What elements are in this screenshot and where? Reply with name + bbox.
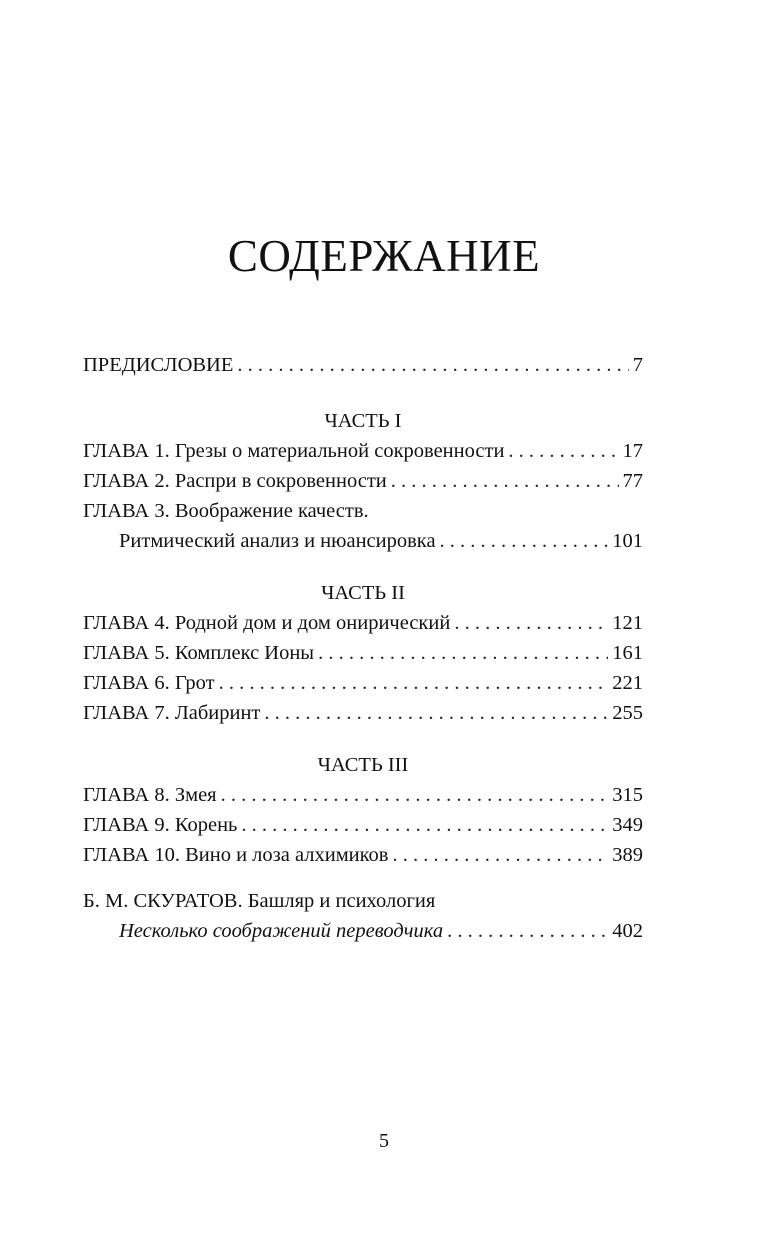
part-heading-3: ЧАСТЬ III <box>317 754 409 776</box>
toc-entry-label: ГЛАВА 2. Распри в сокровенности <box>83 470 387 492</box>
toc-entry-page: 389 <box>612 844 643 866</box>
toc-entry-page: 161 <box>612 642 643 664</box>
toc-entry-chapter-8[interactable] <box>83 780 643 810</box>
toc-entry-label: ГЛАВА 8. Змея <box>83 784 217 806</box>
dot-leader <box>391 466 619 496</box>
toc-entry-label: ГЛАВА 5. Комплекс Ионы <box>83 642 315 664</box>
toc-entry-preface[interactable] <box>83 350 643 380</box>
dot-leader <box>237 350 628 380</box>
toc-entry-label: ГЛАВА 7. Лабиринт <box>83 702 261 724</box>
toc-entry-chapter-10[interactable] <box>83 840 643 870</box>
dot-leader <box>440 526 609 556</box>
page-number: 5 <box>379 1130 389 1152</box>
toc-entry-page: 101 <box>612 530 643 552</box>
toc-entry-chapter-5[interactable] <box>83 638 643 668</box>
dot-leader <box>219 668 609 698</box>
toc-entry-page: 402 <box>612 920 643 942</box>
toc-entry-chapter-7[interactable] <box>83 698 643 728</box>
dot-leader <box>447 916 608 946</box>
dot-leader <box>264 698 608 728</box>
toc-entry-chapter-6[interactable] <box>83 668 643 698</box>
toc-entry-chapter-4[interactable] <box>83 608 643 638</box>
toc-entry-chapter-2[interactable] <box>83 466 643 496</box>
page-title: СОДЕРЖАНИЕ <box>227 231 541 281</box>
dot-leader <box>393 840 609 870</box>
toc-entry-chapter-9[interactable] <box>83 810 643 840</box>
toc-entry-page: 17 <box>622 440 643 462</box>
toc-entry-label: ГЛАВА 1. Грезы о материальной сокровенности <box>83 440 505 462</box>
dot-leader <box>221 780 609 810</box>
part-heading-2: ЧАСТЬ II <box>321 582 405 604</box>
table-of-contents <box>83 350 643 946</box>
dot-leader <box>454 608 608 638</box>
toc-entry-label: Несколько соображений переводчика <box>119 920 444 942</box>
toc-entry-chapter-3-title[interactable]: ГЛАВА 3. Воображение качеств. <box>83 500 369 522</box>
toc-entry-chapter-3[interactable] <box>83 526 643 556</box>
toc-entry-chapter-1[interactable] <box>83 436 643 466</box>
toc-entry-label: Ритмический анализ и нюансировка <box>119 530 436 552</box>
toc-entry-page: 315 <box>612 784 643 806</box>
toc-entry-label: ГЛАВА 10. Вино и лоза алхимиков <box>83 844 389 866</box>
toc-entry-afterword-title[interactable]: Б. М. СКУРАТОВ. Башляр и психология <box>83 890 436 912</box>
dot-leader <box>318 638 608 668</box>
toc-entry-label: ПРЕДИСЛОВИЕ <box>83 354 234 376</box>
toc-entry-page: 349 <box>612 814 643 836</box>
toc-entry-page: 121 <box>612 612 643 634</box>
dot-leader <box>508 436 618 466</box>
toc-entry-label: ГЛАВА 4. Родной дом и дом онирический <box>83 612 451 634</box>
toc-entry-afterword[interactable] <box>83 916 643 946</box>
toc-entry-label: ГЛАВА 6. Грот <box>83 672 215 694</box>
dot-leader <box>241 810 608 840</box>
toc-entry-page: 221 <box>612 672 643 694</box>
toc-entry-page: 255 <box>612 702 643 724</box>
toc-entry-page: 77 <box>622 470 643 492</box>
toc-entry-page: 7 <box>632 354 643 376</box>
part-heading-1: ЧАСТЬ I <box>324 410 402 432</box>
toc-entry-label: ГЛАВА 9. Корень <box>83 814 238 836</box>
